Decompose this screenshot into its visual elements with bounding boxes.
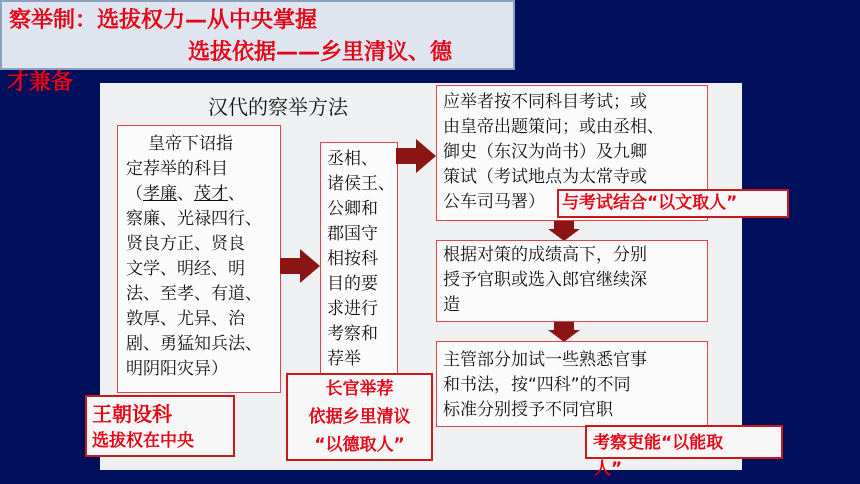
left-line-3-sep: 、 <box>177 184 194 204</box>
middle-line-4: 郡国守 <box>327 224 378 244</box>
left-line-4: 察廉、光禄四行、 <box>126 209 262 229</box>
middle-line-8: 考察和 <box>327 324 378 344</box>
right-box-result-text <box>443 243 647 318</box>
right-exam-line-2: 由皇帝出题策问；或由丞相、 <box>443 117 664 137</box>
right-result-line-1: 根据对策的成绩高下，分别 <box>443 245 647 265</box>
left-box-text <box>126 132 286 382</box>
note-ability <box>585 425 783 459</box>
arrow-down-icon <box>548 322 580 342</box>
note-dynasty-line-1: 王朝设科 <box>92 402 172 426</box>
arrow-right-icon <box>396 139 438 173</box>
middle-line-3: 公卿和 <box>327 199 378 219</box>
middle-line-2: 诸侯王、 <box>327 174 395 194</box>
middle-box-text <box>327 147 395 372</box>
note-ability-line-2: 人” <box>594 459 623 479</box>
diagram-title: 汉代的察举方法 <box>208 95 348 119</box>
right-exam-line-1: 应举者按不同科目考试；或 <box>443 92 647 112</box>
left-box <box>117 125 281 393</box>
middle-line-5: 相按科 <box>327 249 378 269</box>
left-line-2: 定荐举的科目 <box>126 159 228 179</box>
note-official-line-1: 长官举荐 <box>325 379 394 399</box>
left-line-10: 明阴阳灾异） <box>126 359 228 379</box>
middle-line-9: 荐举 <box>327 349 361 369</box>
left-line-8: 敦厚、尤异、治 <box>126 309 245 329</box>
note-dynasty-line-2: 选拔权在中央 <box>92 431 194 451</box>
left-line-3-xiaolian: 孝廉 <box>143 184 177 204</box>
banner-line-2: 选拔依据——乡里清议、德 <box>188 40 453 65</box>
middle-box <box>320 142 398 378</box>
left-line-5: 贤良方正、贤良 <box>126 234 245 254</box>
right-exam-line-5: 公车司马署） <box>443 192 545 212</box>
right-result-line-3: 造 <box>443 295 460 315</box>
left-line-3-maocai: 茂才 <box>194 184 228 204</box>
right-box-result <box>436 240 708 322</box>
left-line-6: 文学、明经、明 <box>126 259 245 279</box>
note-dynasty <box>85 395 235 457</box>
note-official <box>286 373 433 461</box>
middle-line-6: 目的要 <box>327 274 378 294</box>
banner-line-3: 才兼备 <box>7 70 74 95</box>
middle-line-7: 求进行 <box>327 299 378 319</box>
left-line-3-pre: （ <box>126 184 143 204</box>
right-official-line-2: 和书法，按“四科”的不同 <box>443 375 631 395</box>
right-official-line-1: 主管部分加试一些熟悉官事 <box>443 350 647 370</box>
note-official-line-2: 依据乡里清议 <box>308 407 411 427</box>
arrow-down-icon <box>548 221 580 241</box>
right-box-official <box>436 341 708 427</box>
arrow-right-icon <box>280 249 322 283</box>
note-ability-line-1: 考察吏能“以能取 <box>593 433 724 453</box>
left-line-1: 皇帝下诏指 <box>148 134 233 154</box>
left-line-3-post: 、 <box>228 184 245 204</box>
right-exam-line-3: 御史（东汉为尚书）及九卿 <box>443 142 647 162</box>
left-line-3 <box>126 182 286 207</box>
left-line-9: 剧、勇猛知兵法、 <box>126 334 262 354</box>
right-exam-line-4: 策试（考试地点为太常寺或 <box>443 167 647 187</box>
note-exam: 与考试结合“以文取人” <box>557 189 789 218</box>
banner-line-1: 察举制：选拔权力—从中央掌握 <box>9 8 318 33</box>
middle-line-1: 丞相、 <box>327 149 378 169</box>
left-line-7: 法、至孝、有道、 <box>126 284 262 304</box>
right-official-line-3: 标准分别授予不同官职 <box>443 400 613 420</box>
right-result-line-2: 授予官职或选入郎官继续深 <box>443 270 647 290</box>
title-banner <box>0 0 515 70</box>
note-official-line-3: “以德取人” <box>314 435 405 455</box>
right-box-official-text <box>443 348 647 423</box>
